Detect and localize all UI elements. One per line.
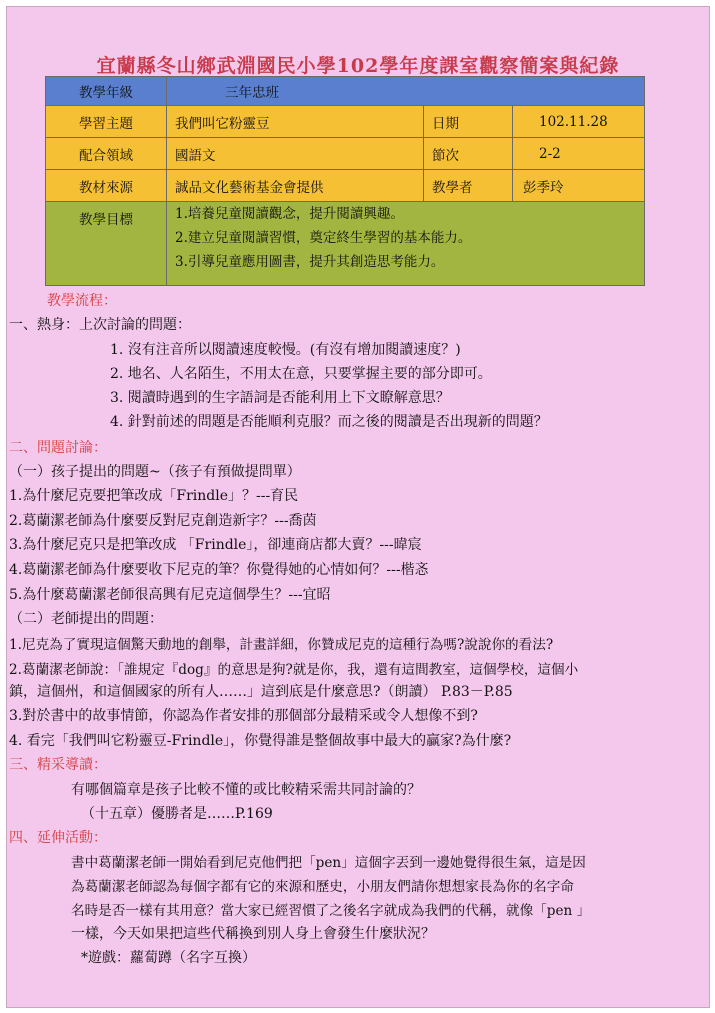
grade-value [167,77,645,106]
warmup-item: 3. 閱讀時遇到的生字語詞是否能利用上下文瞭解意思？ [110,390,450,406]
discussion-heading: 二、問題討論： [9,440,107,456]
topic-label: 學習主題 [46,106,167,138]
kids-question: 4.葛蘭潔老師為什麼要收下尼克的筆？你覺得她的心情如何？---楷忞 [9,562,429,578]
source-row [46,170,645,202]
warmup-item: 4. 針對前述的問題是否能順利克服？而之後的閱讀是否出現新的問題？ [110,414,548,430]
domain-value: 國語文 [167,138,424,170]
extend-line: 名時是否一樣有其用意？當大家已經習慣了之後名字就成為我們的代稱，就像「pen 」 [71,903,591,919]
date-value: 102.11.28 [513,106,645,138]
goal-item: 1.培養兒童閱讀觀念，提升閱讀興趣。 [175,206,404,222]
kids-question: 2.葛蘭潔老師為什麼要反對尼克創造新字？---喬茵 [9,513,317,529]
teacher-question: 4. 看完「我們叫它粉靈豆-Frindle」，你覺得誰是整個故事中最大的贏家?為什麼? [9,733,512,749]
reading-item: 有哪個篇章是孩子比較不懂的或比較精采需共同討論的？ [71,782,421,798]
extend-line: 一樣，今天如果把這些代稱換到別人身上會發生什麼狀況？ [71,926,435,942]
period-value: 2-2 [513,138,645,170]
extend-heading: 四、延伸活動： [9,830,107,846]
source-value: 誠品文化藝術基金會提供 [167,170,424,202]
teacher-value: 彭季玲 [513,170,645,202]
teacher-label: 教學者 [424,170,513,202]
teacher-question: 2.葛蘭潔老師說：「誰規定『dog』的意思是狗?就是你，我，還有這間教室，這個學校，這個小 [9,662,579,678]
grade-row [46,77,645,106]
reading-heading: 三、精采導讀： [9,757,107,773]
grade-value-text: 三年忠班 [225,85,279,101]
topic-value: 我們叫它粉靈豆 [167,106,424,138]
goals-row [46,202,645,286]
warmup-item: 2. 地名、人名陌生，不用太在意，只要掌握主要的部分即可。 [110,366,492,382]
document-page [6,6,710,1008]
domain-row [46,138,645,170]
reading-item: （十五章）優勝者是……P.169 [81,806,273,822]
kids-questions-heading: （一）孩子提出的問題~（孩子有預做提問單） [9,464,301,480]
period-label: 節次 [424,138,513,170]
goals-cell [167,202,645,286]
goal-item: 2.建立兒童閱讀習慣，奠定終生學習的基本能力。 [175,230,472,246]
kids-question: 5.為什麼葛蘭潔老師很高興有尼克這個學生？---宜昭 [9,587,331,603]
game-line: *遊戲：蘿蔔蹲（名字互換） [81,950,256,966]
date-label: 日期 [424,106,513,138]
teacher-question: 3.對於書中的故事情節，你認為作者安排的那個部分最精采或令人想像不到? [9,708,478,724]
teacher-question: 1.尼克為了實現這個驚天動地的創舉，計畫詳細，你贊成尼克的這種行為嗎?說說你的看法? [9,637,554,653]
kids-question: 3.為什麼尼克只是把筆改成 「Frindle」，卻連商店都大賣？---暐宸 [9,537,422,553]
document-title: 宜蘭縣冬山鄉武淵國民小學102學年度課室觀察簡案與紀錄 [96,55,620,77]
extend-line: 書中葛蘭潔老師一開始看到尼克他們把「pen」這個字丟到一邊她覺得很生氣，這是因 [71,855,586,871]
teacher-questions-heading: （二）老師提出的問題： [9,611,163,627]
kids-question: 1.為什麼尼克要把筆改成「Frindle」？---育民 [9,488,299,504]
extend-line: 為葛蘭潔老師認為每個字都有它的來源和歷史，小朋友們請你想想家長為你的名字命 [71,879,574,895]
source-label: 教材來源 [46,170,167,202]
topic-row [46,106,645,138]
goal-item: 3.引導兒童應用圖書，提升其創造思考能力。 [175,254,445,270]
domain-label: 配合領域 [46,138,167,170]
warmup-item: 1. 沒有注音所以閱讀速度較慢。(有沒有增加閱讀速度？) [110,342,461,358]
warmup-heading: 一、熱身：上次討論的問題： [9,317,191,333]
flow-heading: 教學流程： [47,293,117,309]
grade-label: 教學年級 [46,77,167,106]
teacher-question: 鎮，這個州，和這個國家的所有人……」這到底是什麼意思?（朗讀） P.83－P.85 [9,684,513,700]
lesson-info-table [45,76,645,286]
goals-label: 教學目標 [46,202,167,286]
